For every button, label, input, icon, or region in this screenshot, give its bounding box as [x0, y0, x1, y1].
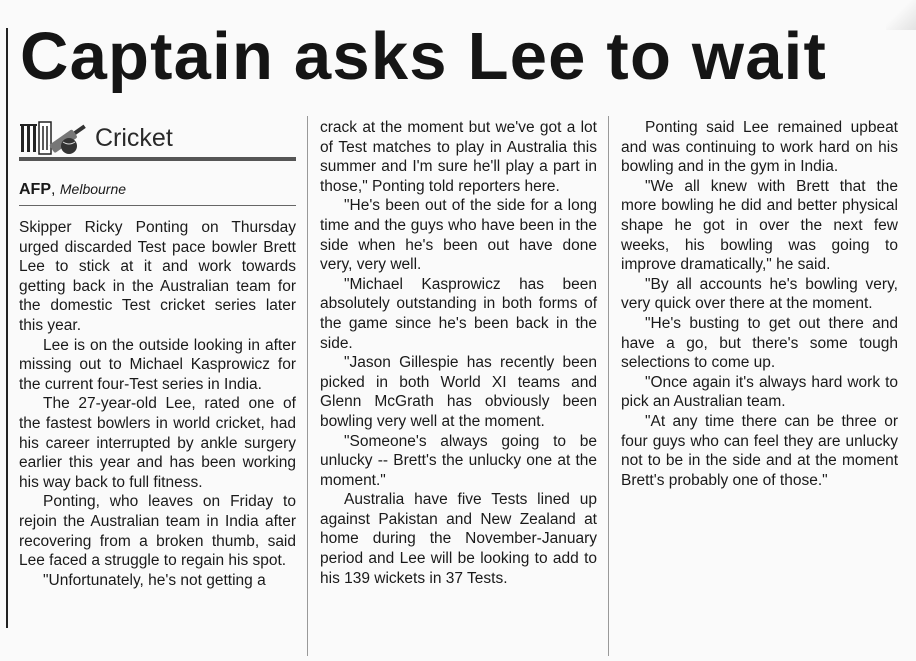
section-underline: [19, 157, 296, 161]
byline: [19, 178, 295, 201]
article-paragraph: Ponting, who leaves on Friday to rejoin the Australian team in India after recovering from a broken thumb, said Lee faced a struggle to regain his spot.: [19, 493, 296, 570]
cricket-bat-ball-stumps-icon: [19, 120, 91, 156]
column-rule: [608, 116, 609, 656]
section-name: Cricket: [95, 124, 173, 152]
byline-rule: [19, 205, 296, 206]
article-paragraph: "Unfortunately, he's not getting a: [43, 571, 266, 589]
article-paragraph: "He's busting to get out there and have a go, but there's some tough selections to come up.: [621, 314, 898, 372]
article-paragraph: Ponting said Lee remained upbeat and was continuing to work hard on his bowling and in the gym in India.: [621, 119, 898, 176]
byline-separator: ,: [51, 181, 60, 198]
article-paragraph: "We all knew with Brett that the more bowling he did and better physical shape he got in over the next few weeks, his bowling was going to improve dramatically," he said.: [621, 177, 898, 274]
article-paragraph: "Once again it's always hard work to pick an Australian team.: [621, 373, 898, 411]
left-margin-rule: [6, 28, 8, 628]
article-column-2: [320, 118, 597, 588]
article-paragraph: "Michael Kasprowicz has been absolutely outstanding in both forms of the game since he's been back in the side.: [320, 275, 597, 352]
article-paragraph: "Someone's always going to be unlucky -- Brett's the unlucky one at the moment.": [320, 432, 597, 489]
article-paragraph: Skipper Ricky Ponting on Thursday urged discarded Test pace bowler Brett Lee to stick at it and work towards getting back in the Australian team for the domestic Test cricket series later this year.: [19, 219, 296, 334]
article-paragraph: "At any time there can be three or four guys who can feel they are unlucky not to be in the side and at the moment Brett's probably one of those.": [621, 412, 898, 489]
article-column-3: [621, 118, 898, 490]
byline-location: Melbourne: [59, 181, 127, 197]
article-paragraph: "By all accounts he's bowling very, very quick over there at the moment.: [621, 275, 898, 313]
article-paragraph: "Jason Gillespie has recently been picked in both World XI teams and Glenn McGrath has obviously been bowling very well at the moment.: [320, 354, 597, 430]
article-paragraph: Lee is on the outside looking in after missing out to Michael Kasprowicz for the current four-Test series in India.: [19, 336, 296, 393]
column-rule: [307, 116, 308, 656]
byline-agency: AFP: [19, 181, 51, 198]
article-paragraph: "He's been out of the side for a long time and the guys who have been in the side when he's been out have done very, very well.: [320, 197, 597, 274]
article-paragraph: crack at the moment but we've got a lot of Test matches to play in Australia this summer and I'm sure he'll play a part in those," Ponting told reporters here.: [320, 119, 597, 195]
section-tag: [19, 118, 296, 160]
article-column-1: [19, 218, 296, 590]
headline: Captain asks Lee to wait: [20, 19, 827, 94]
article-paragraph: Australia have five Tests lined up against Pakistan and New Zealand at home during the November-January period and Lee will be looking to add to his 139 wickets in 37 Tests.: [320, 491, 597, 587]
article-paragraph: The 27-year-old Lee, rated one of the fastest bowlers in world cricket, had his career interrupted by ankle surgery earlier this year and has been working his way back to full fitness.: [19, 395, 296, 491]
